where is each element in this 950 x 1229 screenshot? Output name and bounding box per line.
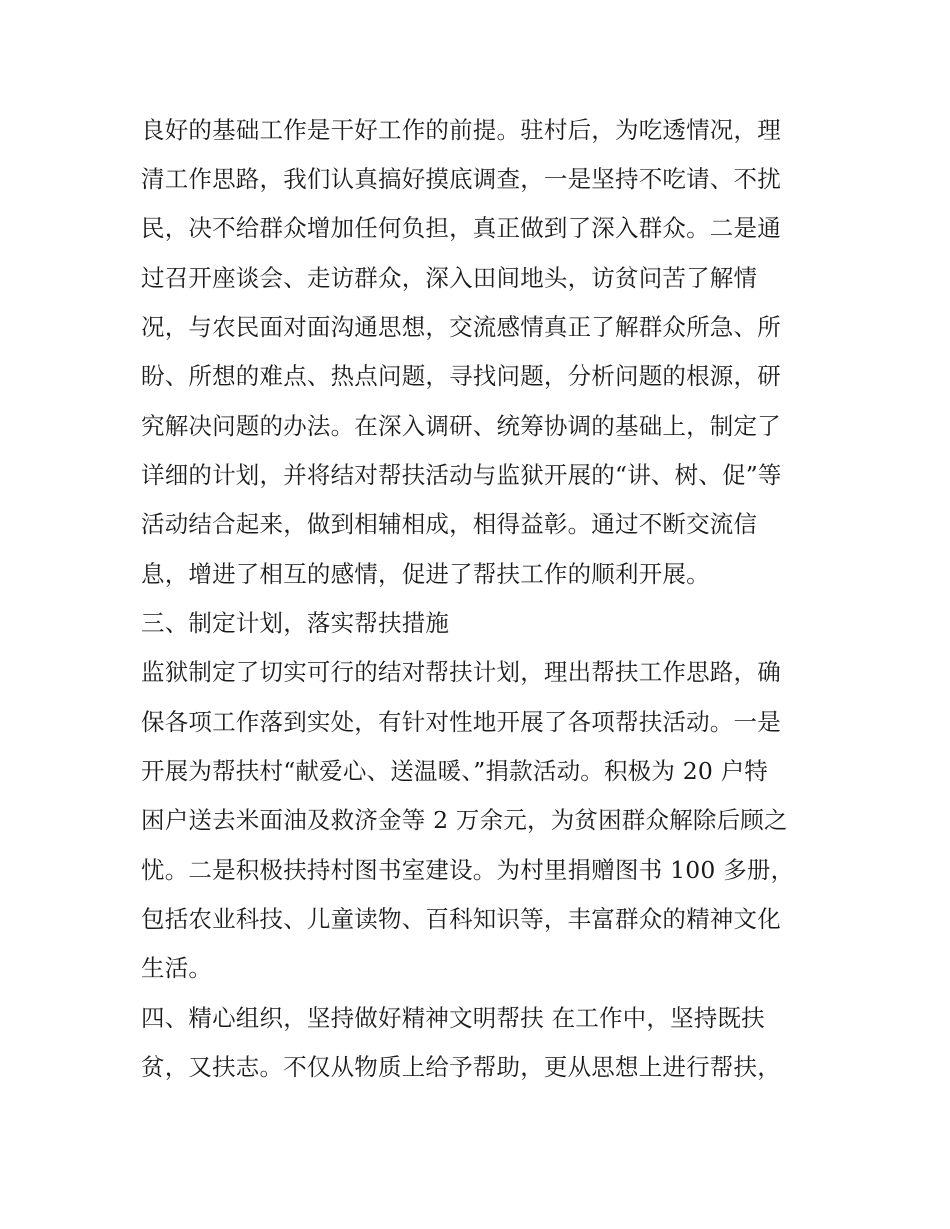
text-line: 良好的基础工作是干好工作的前提。驻村后，为吃透情况，理 xyxy=(141,116,781,144)
text-line: 过召开座谈会、走访群众，深入田间地头，访贫问苦了解情 xyxy=(141,264,758,292)
text-line: 民，决不给群众增加任何负担，真正做到了深入群众。二是通 xyxy=(141,214,781,242)
text-line: 贫，又扶志。不仅从物质上给予帮助，更从思想上进行帮扶， xyxy=(141,1053,781,1081)
text-line: 究解决问题的办法。在深入调研、统筹协调的基础上，制定了 xyxy=(141,412,781,440)
text-line: 开展为帮扶村“献爱心、送温暖、”捐款活动。积极为 20 户特 xyxy=(141,757,769,785)
text-line: 详细的计划，并将结对帮扶活动与监狱开展的“讲、树、促”等 xyxy=(141,461,782,489)
section-heading: 四、精心组织，坚持做好精神文明帮扶 在工作中，坚持既扶 xyxy=(141,1004,765,1032)
text-line: 忧。二是积极扶持村图书室建设。为村里捐赠图书 100 多册， xyxy=(141,856,795,884)
text-line: 息，增进了相互的感情，促进了帮扶工作的顺利开展。 xyxy=(141,560,710,588)
text-line: 保各项工作落到实处，有针对性地开展了各项帮扶活动。一是 xyxy=(141,708,781,736)
text-line: 监狱制定了切实可行的结对帮扶计划，理出帮扶工作思路，确 xyxy=(141,658,781,686)
text-line: 包括农业科技、儿童读物、百科知识等，丰富群众的精神文化 xyxy=(141,905,781,933)
section-heading: 三、制定计划，落实帮扶措施 xyxy=(141,609,450,637)
text-line: 清工作思路，我们认真搞好摸底调查，一是坚持不吃请、不扰 xyxy=(141,165,781,193)
text-line: 盼、所想的难点、热点问题，寻找问题，分析问题的根源，研 xyxy=(141,362,781,390)
text-line: 困户送去米面油及救济金等 2 万余元，为贫困群众解除后顾之 xyxy=(141,806,788,834)
text-line: 况，与农民面对面沟通思想，交流感情真正了解群众所急、所 xyxy=(141,313,781,341)
text-line: 活动结合起来，做到相辅相成，相得益彰。通过不断交流信 xyxy=(141,510,758,538)
text-line: 生活。 xyxy=(141,954,213,982)
